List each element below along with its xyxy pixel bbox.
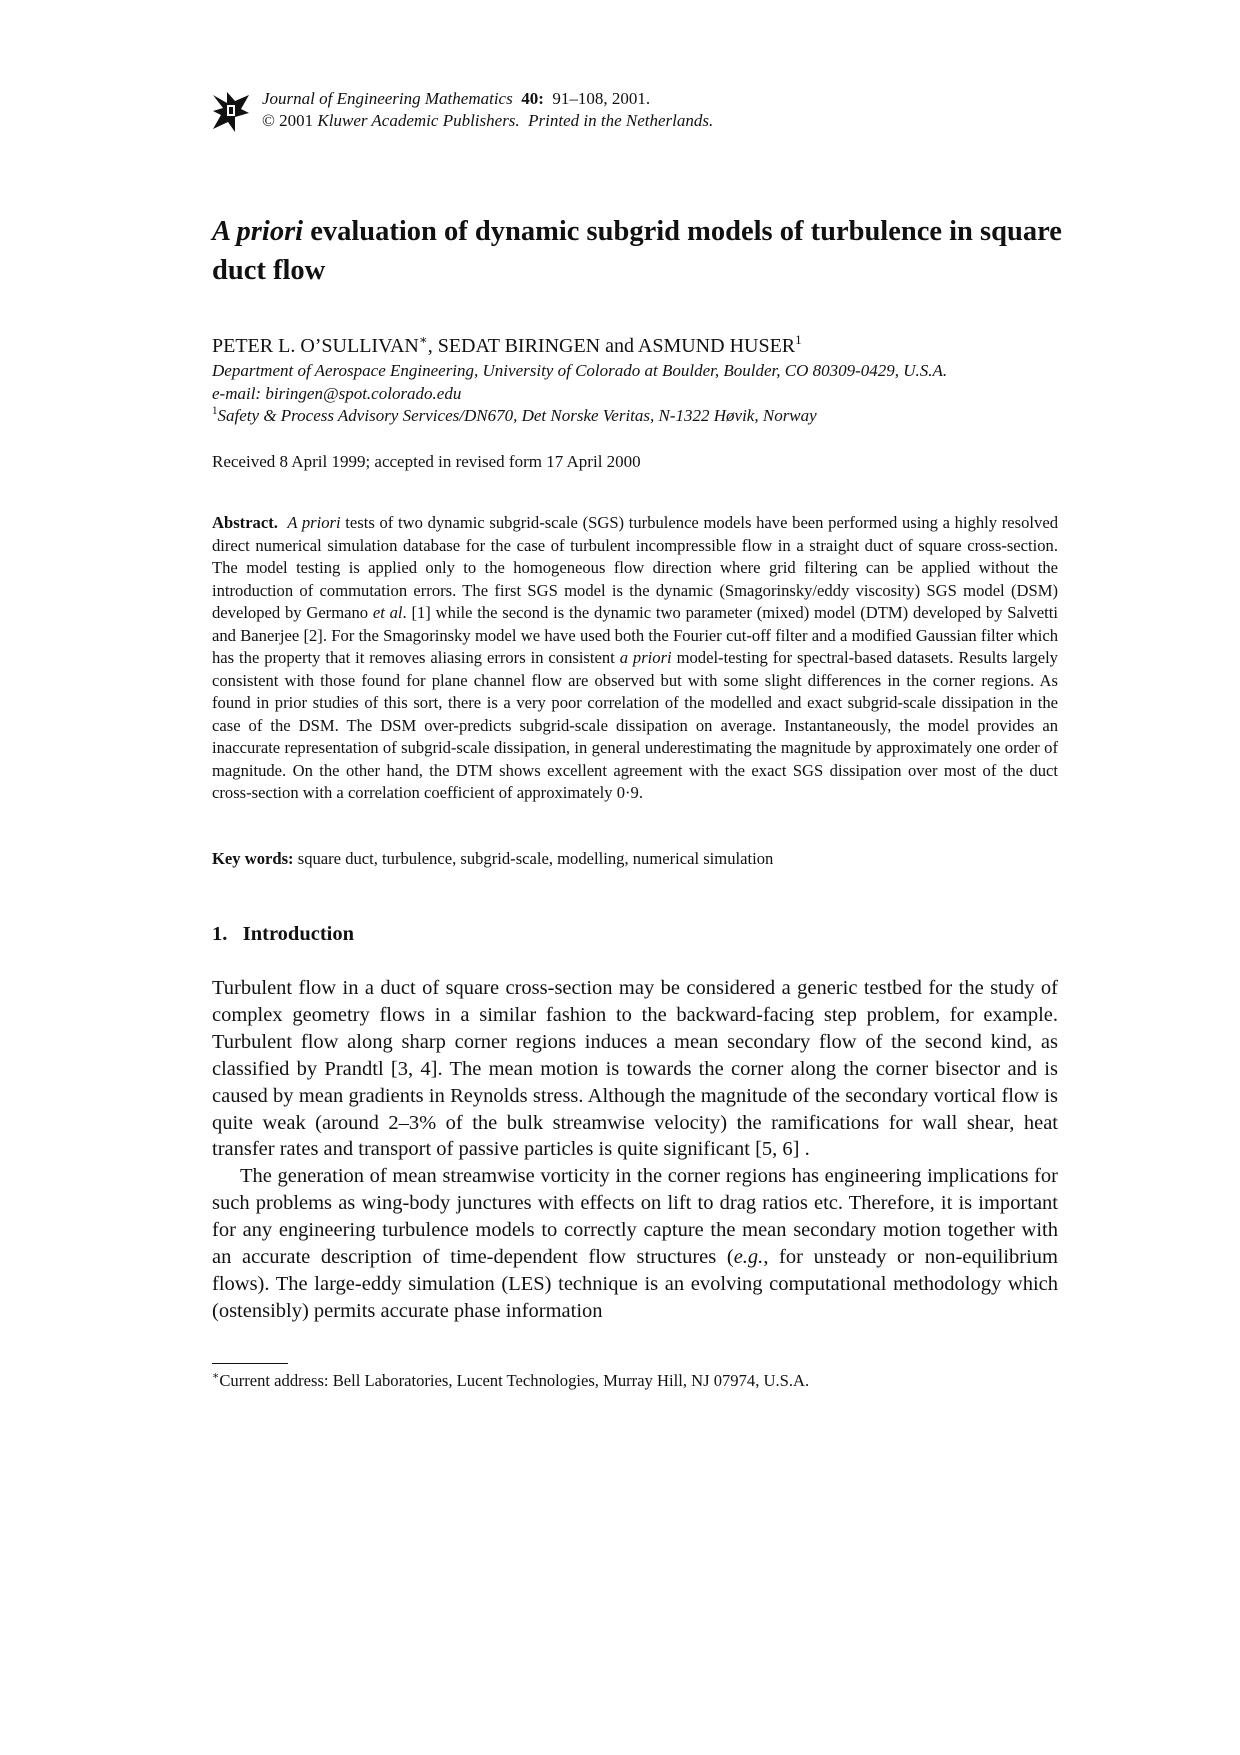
author-footnote-mark: ∗	[418, 331, 428, 347]
keywords	[212, 848, 1058, 870]
title-italic: A priori	[212, 216, 304, 247]
paragraph-2-text-a: The generation of mean streamwise vorticity in the corner regions has engineering implications for such problems as wing-body junctures with effects on lift to drag ratios etc. Therefore, it is important for any engineering turbulence models to correctly capture the mean secondary motion together with an accurate description of time-dependent flow structures (	[212, 1165, 1058, 1269]
paragraph-2-italic: e.g.	[733, 1246, 764, 1269]
abstract	[212, 512, 1058, 805]
paper-title	[212, 212, 1092, 290]
section-title: Introduction	[242, 923, 355, 945]
abstract-text-3: model-testing for spectral-based datasets. Results largely consistent with those found for plane channel flow are observed but with some slight differences in the corner regions. As found in prior studies of this sort, there is a very poor correlation of the modelled and exact subgrid-scale dissipation in the case of the DSM. The DSM over-predicts subgrid-scale dissipation on average. Instantaneously, the model provides an inaccurate representation of subgrid-scale dissipation, in general underestimating the magnitude by approximately one order of magnitude. On the other hand, the DTM shows excellent agreement with the exact SGS dissipation over most of the duct cross-section with a correlation coefficient of approximately 0·9.	[212, 648, 1058, 802]
author-affil-mark: 1	[795, 331, 802, 347]
affiliation-2-mark: 1	[212, 404, 218, 417]
publisher-logo	[213, 92, 249, 132]
author-list	[212, 333, 802, 359]
keywords-text: square duct, turbulence, subgrid-scale, modelling, numerical simulation	[297, 849, 774, 868]
copyright: © 2001	[262, 111, 314, 130]
journal-header	[262, 88, 713, 132]
printed-in: Printed in the Netherlands.	[528, 111, 714, 130]
received-dates: Received 8 April 1999; accepted in revised form 17 April 2000	[212, 452, 641, 471]
journal-name: Journal of Engineering Mathematics	[262, 89, 513, 108]
keywords-label: Key words:	[212, 849, 294, 868]
body-text	[212, 975, 1058, 1325]
section-heading	[212, 921, 354, 947]
email: e-mail: biringen@spot.colorado.edu	[212, 383, 462, 403]
affiliation-1: Department of Aerospace Engineering, University of Colorado at Boulder, Boulder, CO 80309-0429, U.S.A.	[212, 361, 948, 380]
affiliation-2-text: Safety & Process Advisory Services/DN670, Det Norske Veritas, N-1322 Høvik, Norway	[217, 406, 817, 425]
affiliation-2	[212, 405, 1132, 428]
footnote-text: Current address: Bell Laboratories, Lucent Technologies, Murray Hill, NJ 07974, U.S.A.	[219, 1371, 810, 1390]
footnote	[212, 1370, 809, 1392]
paragraph-2-text-b: , for unsteady or non-equilibrium flows). The large-eddy simulation (LES) technique is an evolving computational methodology which (ostensibly) permits accurate phase information	[212, 1246, 1058, 1322]
abstract-text-2: . [1] while the second is the dynamic two parameter (mixed) model (DTM) developed by Salvetti and Banerjee [2]. For the Smagorinsky model we have used both the Fourier cut-off filter and a modified Gaussian filter which has the property that it removes aliasing errors in consistent	[212, 603, 1059, 667]
title-rest: evaluation of dynamic subgrid models of turbulence in square duct flow	[212, 216, 1062, 286]
abstract-text-1: tests of two dynamic subgrid-scale (SGS) turbulence models have been performed using a highly resolved direct numerical simulation database for the case of turbulent incompressible flow in a straight duct of square cross-section. The model testing is applied only to the homogeneous flow direction where grid filtering can be applied without the introduction of commutation errors. The first SGS model is the dynamic (Smagorinsky/eddy viscosity) SGS model (DSM) developed by Germano	[212, 513, 1058, 622]
journal-pages: 91–108, 2001.	[552, 89, 651, 108]
author-others: , SEDAT BIRINGEN and ASMUND HUSER	[427, 335, 796, 357]
section-number: 1.	[212, 923, 228, 945]
abstract-label: Abstract.	[212, 513, 278, 532]
paragraph-2	[212, 1163, 1058, 1324]
author-osullivan: PETER L. O’SULLIVAN	[212, 335, 419, 357]
publisher: Kluwer Academic Publishers.	[317, 111, 520, 130]
footnote-mark: ∗	[212, 1369, 220, 1382]
affiliations	[212, 360, 1132, 428]
journal-volume: 40:	[521, 89, 544, 108]
abstract-italic-1: A priori	[287, 513, 341, 532]
paragraph-1: Turbulent flow in a duct of square cross-section may be considered a generic testbed for the study of complex geometry flows in a similar fashion to the backward-facing step problem, for example. Turbulent flow along sharp corner regions induces a mean secondary flow of the second kind, as classified by Prandtl [3, 4]. The mean motion is towards the corner along the corner bisector and is caused by mean gradients in Reynolds stress. Although the magnitude of the secondary vortical flow is quite weak (around 2–3% of the bulk streamwise velocity) the ramifications for wall shear, heat transfer rates and transport of passive particles is quite significant [5, 6] .	[212, 977, 1058, 1161]
footnote-rule	[212, 1363, 288, 1364]
abstract-italic-3: a priori	[619, 648, 672, 667]
abstract-italic-2: et al	[372, 603, 403, 622]
